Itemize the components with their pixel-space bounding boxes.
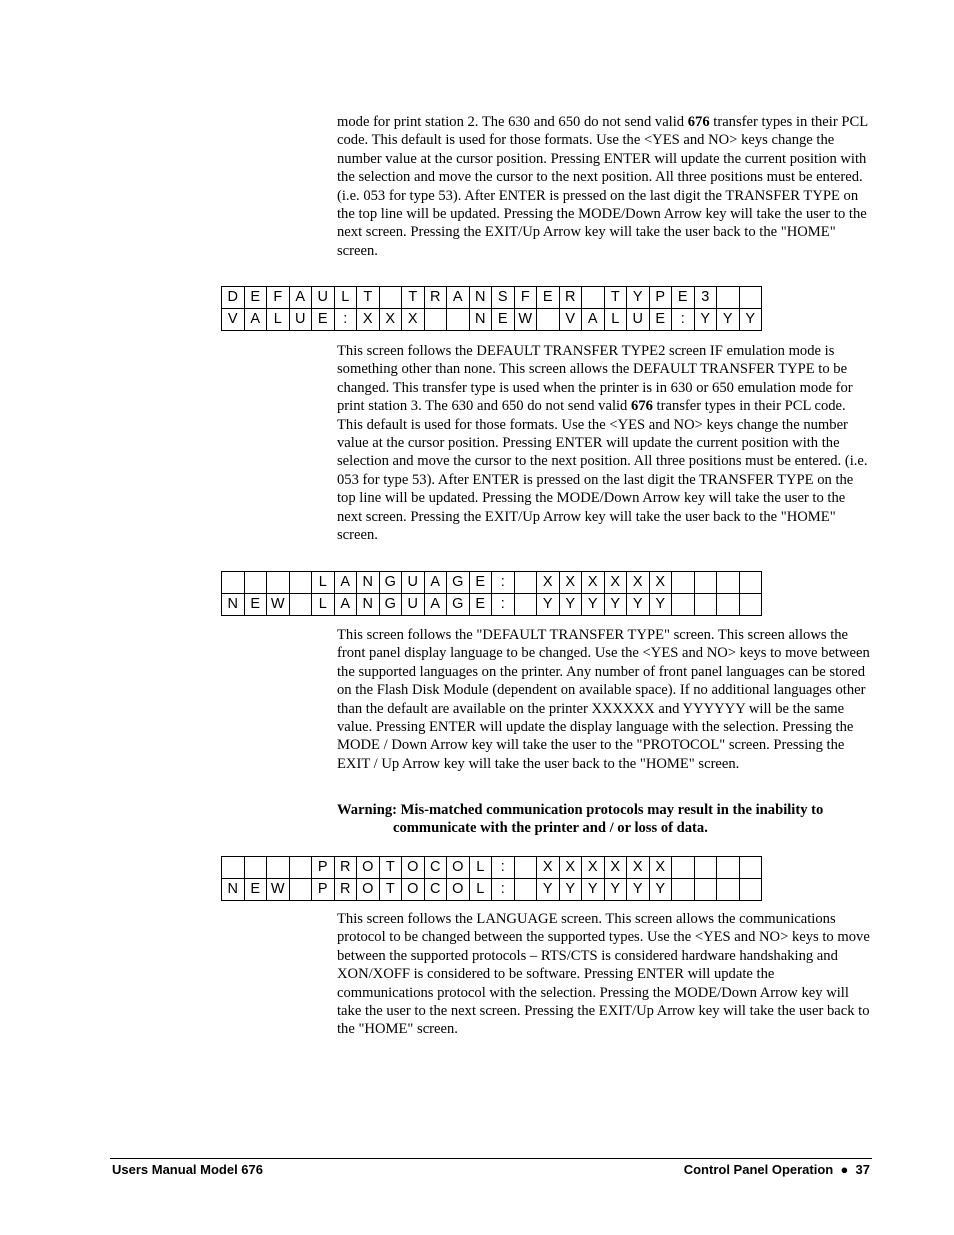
lcd-cell	[537, 309, 560, 331]
lcd-cell: A	[424, 572, 447, 594]
lcd-cell: O	[447, 857, 470, 879]
lcd-cell: P	[649, 287, 672, 309]
lcd-cell	[514, 572, 537, 594]
lcd-cell: X	[357, 309, 380, 331]
lcd-cell: N	[222, 879, 245, 901]
lcd-cell: :	[334, 309, 357, 331]
lcd-cell: V	[222, 309, 245, 331]
lcd-cell	[739, 572, 762, 594]
lcd-cell: Y	[627, 287, 650, 309]
lcd-cell: O	[357, 857, 380, 879]
lcd-cell: E	[537, 287, 560, 309]
lcd-cell	[694, 879, 717, 901]
lcd-cell: X	[537, 572, 560, 594]
lcd-row	[222, 879, 762, 901]
lcd-cell: E	[244, 287, 267, 309]
lcd-cell: G	[379, 572, 402, 594]
text-run: This screen follows the DEFAULT TRANSFER TYPE2 screen IF emulation mode is something other than none. This screen allows the DEFAULT TRANSFER TYPE to be changed. This transfer type is used when the printer is in 630 or 650 emulation mode for print station 3. The 630 and 650 do not send valid	[337, 343, 853, 415]
lcd-cell: Y	[582, 594, 605, 616]
lcd-cell	[514, 594, 537, 616]
lcd-cell	[447, 309, 470, 331]
lcd-cell: N	[357, 594, 380, 616]
lcd-cell: E	[492, 309, 515, 331]
lcd-cell	[739, 879, 762, 901]
lcd-display-language	[221, 571, 762, 616]
lcd-cell: E	[469, 594, 492, 616]
lcd-row	[222, 572, 762, 594]
lcd-cell	[267, 572, 290, 594]
lcd-cell: Y	[717, 309, 740, 331]
lcd-cell: X	[649, 857, 672, 879]
lcd-cell: X	[627, 857, 650, 879]
lcd-cell	[244, 857, 267, 879]
lcd-cell: E	[244, 594, 267, 616]
lcd-row	[222, 287, 762, 309]
lcd-cell: V	[559, 309, 582, 331]
lcd-cell: X	[582, 572, 605, 594]
lcd-cell	[582, 287, 605, 309]
lcd-cell: R	[424, 287, 447, 309]
lcd-cell: Y	[627, 879, 650, 901]
lcd-cell	[717, 287, 740, 309]
lcd-cell: E	[649, 309, 672, 331]
lcd-row	[222, 857, 762, 879]
paragraph-language	[337, 626, 873, 773]
lcd-cell: X	[537, 857, 560, 879]
lcd-cell: R	[334, 879, 357, 901]
lcd-cell: :	[492, 572, 515, 594]
lcd-cell: F	[267, 287, 290, 309]
lcd-cell: C	[424, 879, 447, 901]
lcd-cell: W	[514, 309, 537, 331]
lcd-cell: :	[492, 879, 515, 901]
text-run: This screen follows the "DEFAULT TRANSFER TYPE" screen. This screen allows the front panel display language to be changed. Use the <YES and NO> keys to move between the supported languages on the printer. Any number of front panel languages can be stored on the Flash Disk Module (dependent on available space). If no additional languages other than the default are available on the printer XXXXXX and YYYYYY will be the same value. Pressing ENTER will update the display language with the selection. Pressing the MODE / Down Arrow key will take the user to the "PROTOCOL" screen. Pressing the EXIT / Up Arrow key will take the user back to the "HOME" screen.	[337, 627, 870, 772]
lcd-cell: X	[582, 857, 605, 879]
lcd-cell: Y	[627, 594, 650, 616]
paragraph-protocol	[337, 910, 873, 1039]
lcd-cell: L	[469, 879, 492, 901]
bold-text-run: 676	[631, 398, 653, 415]
lcd-cell	[514, 857, 537, 879]
lcd-cell	[379, 287, 402, 309]
lcd-cell	[717, 572, 740, 594]
warning-line-1: Warning: Mis-matched communication protocols may result in the inability to	[337, 802, 824, 818]
lcd-cell: L	[604, 309, 627, 331]
lcd-cell: X	[559, 572, 582, 594]
lcd-cell: P	[312, 857, 335, 879]
lcd-cell: X	[604, 572, 627, 594]
lcd-cell	[424, 309, 447, 331]
lcd-cell: A	[289, 287, 312, 309]
lcd-cell	[739, 594, 762, 616]
lcd-cell: W	[267, 594, 290, 616]
footer-divider	[110, 1158, 872, 1159]
lcd-cell: Y	[649, 594, 672, 616]
lcd-cell: N	[357, 572, 380, 594]
lcd-cell: T	[357, 287, 380, 309]
lcd-cell	[244, 572, 267, 594]
lcd-cell: S	[492, 287, 515, 309]
lcd-display-protocol	[221, 856, 762, 901]
lcd-cell: X	[649, 572, 672, 594]
lcd-cell: W	[267, 879, 290, 901]
lcd-cell: U	[289, 309, 312, 331]
lcd-display-default-transfer-type3	[221, 286, 762, 331]
lcd-cell: Y	[604, 879, 627, 901]
lcd-cell: E	[672, 287, 695, 309]
lcd-cell: X	[402, 309, 425, 331]
lcd-cell: U	[402, 572, 425, 594]
lcd-cell	[514, 879, 537, 901]
lcd-cell	[717, 594, 740, 616]
lcd-cell: A	[424, 594, 447, 616]
lcd-cell: Y	[649, 879, 672, 901]
lcd-cell: N	[222, 594, 245, 616]
lcd-cell: X	[604, 857, 627, 879]
text-run: This screen follows the LANGUAGE screen. This screen allows the communications protocol to be changed between the supported types. Use the <YES and NO> keys to move between the supported protocols – RTS/CTS is considered hardware handshaking and XON/XOFF is considered to be software. Pressing ENTER will update the communications protocol with the selection. Pressing the MODE/Down Arrow key will take the user to the next screen. Pressing the EXIT/Up Arrow key will take the user back to the "HOME" screen.	[337, 911, 870, 1038]
footer-manual-title: Users Manual Model 676	[112, 1162, 263, 1177]
lcd-cell	[222, 857, 245, 879]
lcd-cell: A	[334, 594, 357, 616]
lcd-cell: A	[244, 309, 267, 331]
lcd-cell: :	[492, 594, 515, 616]
lcd-cell: P	[312, 879, 335, 901]
lcd-cell	[289, 879, 312, 901]
lcd-cell: E	[312, 309, 335, 331]
lcd-cell: Y	[582, 879, 605, 901]
bold-text-run: 676	[687, 114, 710, 130]
lcd-cell: T	[379, 857, 402, 879]
lcd-cell: L	[267, 309, 290, 331]
lcd-row	[222, 594, 762, 616]
lcd-cell: X	[379, 309, 402, 331]
footer-section-page: Control Panel Operation ● 37	[683, 1162, 870, 1177]
lcd-cell: O	[447, 879, 470, 901]
lcd-cell: C	[424, 857, 447, 879]
lcd-cell: D	[222, 287, 245, 309]
lcd-cell	[739, 857, 762, 879]
lcd-cell	[717, 857, 740, 879]
lcd-cell	[672, 594, 695, 616]
lcd-cell: X	[559, 857, 582, 879]
lcd-cell: Y	[739, 309, 762, 331]
lcd-cell: T	[604, 287, 627, 309]
lcd-cell: G	[447, 572, 470, 594]
lcd-cell: X	[627, 572, 650, 594]
lcd-cell: T	[402, 287, 425, 309]
lcd-cell	[267, 857, 290, 879]
lcd-cell: :	[492, 857, 515, 879]
lcd-cell	[694, 572, 717, 594]
lcd-cell	[694, 594, 717, 616]
lcd-cell: Y	[537, 879, 560, 901]
lcd-cell: L	[469, 857, 492, 879]
lcd-cell	[717, 879, 740, 901]
lcd-cell: Y	[559, 594, 582, 616]
lcd-cell: R	[559, 287, 582, 309]
paragraph-transfer-type2-continued	[337, 113, 873, 260]
lcd-cell	[289, 594, 312, 616]
lcd-cell: E	[244, 879, 267, 901]
lcd-cell: O	[402, 857, 425, 879]
lcd-cell: U	[627, 309, 650, 331]
lcd-cell: L	[312, 594, 335, 616]
paragraph-transfer-type3	[337, 342, 873, 544]
lcd-cell: O	[402, 879, 425, 901]
warning-note	[337, 801, 873, 838]
lcd-cell	[672, 879, 695, 901]
lcd-cell: Y	[537, 594, 560, 616]
lcd-cell: A	[582, 309, 605, 331]
lcd-cell: N	[469, 287, 492, 309]
lcd-row	[222, 309, 762, 331]
lcd-cell	[694, 857, 717, 879]
warning-line-2: communicate with the printer and / or loss of data.	[393, 820, 708, 837]
lcd-cell: E	[469, 572, 492, 594]
lcd-cell: L	[312, 572, 335, 594]
lcd-cell	[222, 572, 245, 594]
lcd-cell: L	[334, 287, 357, 309]
lcd-cell: O	[357, 879, 380, 901]
lcd-cell	[289, 572, 312, 594]
lcd-cell: T	[379, 879, 402, 901]
text-run: transfer types in their PCL code. This default is used for those formats. Use the <YES and NO> keys change the number value at the cursor position. Pressing ENTER will update the current position with the selection and move the cursor to the next position. All three positions must be entered. (i.e. 053 for type 53). After ENTER is pressed on the last digit the TRANSFER TYPE on the top line will be updated. Pressing the MODE/Down Arrow key will take the user to the next screen. Pressing the EXIT/Up Arrow key will take the user back to the "HOME" screen.	[337, 398, 868, 544]
lcd-cell: U	[402, 594, 425, 616]
lcd-cell: U	[312, 287, 335, 309]
lcd-cell: N	[469, 309, 492, 331]
lcd-cell: 3	[694, 287, 717, 309]
lcd-cell	[672, 572, 695, 594]
lcd-cell: A	[334, 572, 357, 594]
lcd-cell	[672, 857, 695, 879]
lcd-cell: R	[334, 857, 357, 879]
lcd-cell: Y	[604, 594, 627, 616]
lcd-cell: :	[672, 309, 695, 331]
lcd-cell: A	[447, 287, 470, 309]
text-run: transfer types in their PCL code. This default is used for those formats. Use the <YES and NO> keys change the number value at the cursor position. Pressing ENTER will update the current position with the selection and move the cursor to the next position. All three positions must be entered. (i.e. 053 for type 53). After ENTER is pressed on the last digit the TRANSFER TYPE on the top line will be updated. Pressing the MODE/Down Arrow key will take the user to the next screen. Pressing the EXIT/Up Arrow key will take the user back to the "HOME" screen.	[337, 114, 868, 259]
text-run: mode for print station 2. The 630 and 650 do not send valid	[337, 114, 688, 130]
lcd-cell: Y	[559, 879, 582, 901]
lcd-cell: Y	[694, 309, 717, 331]
lcd-cell	[739, 287, 762, 309]
lcd-cell	[289, 857, 312, 879]
lcd-cell: G	[379, 594, 402, 616]
lcd-cell: F	[514, 287, 537, 309]
lcd-cell: G	[447, 594, 470, 616]
